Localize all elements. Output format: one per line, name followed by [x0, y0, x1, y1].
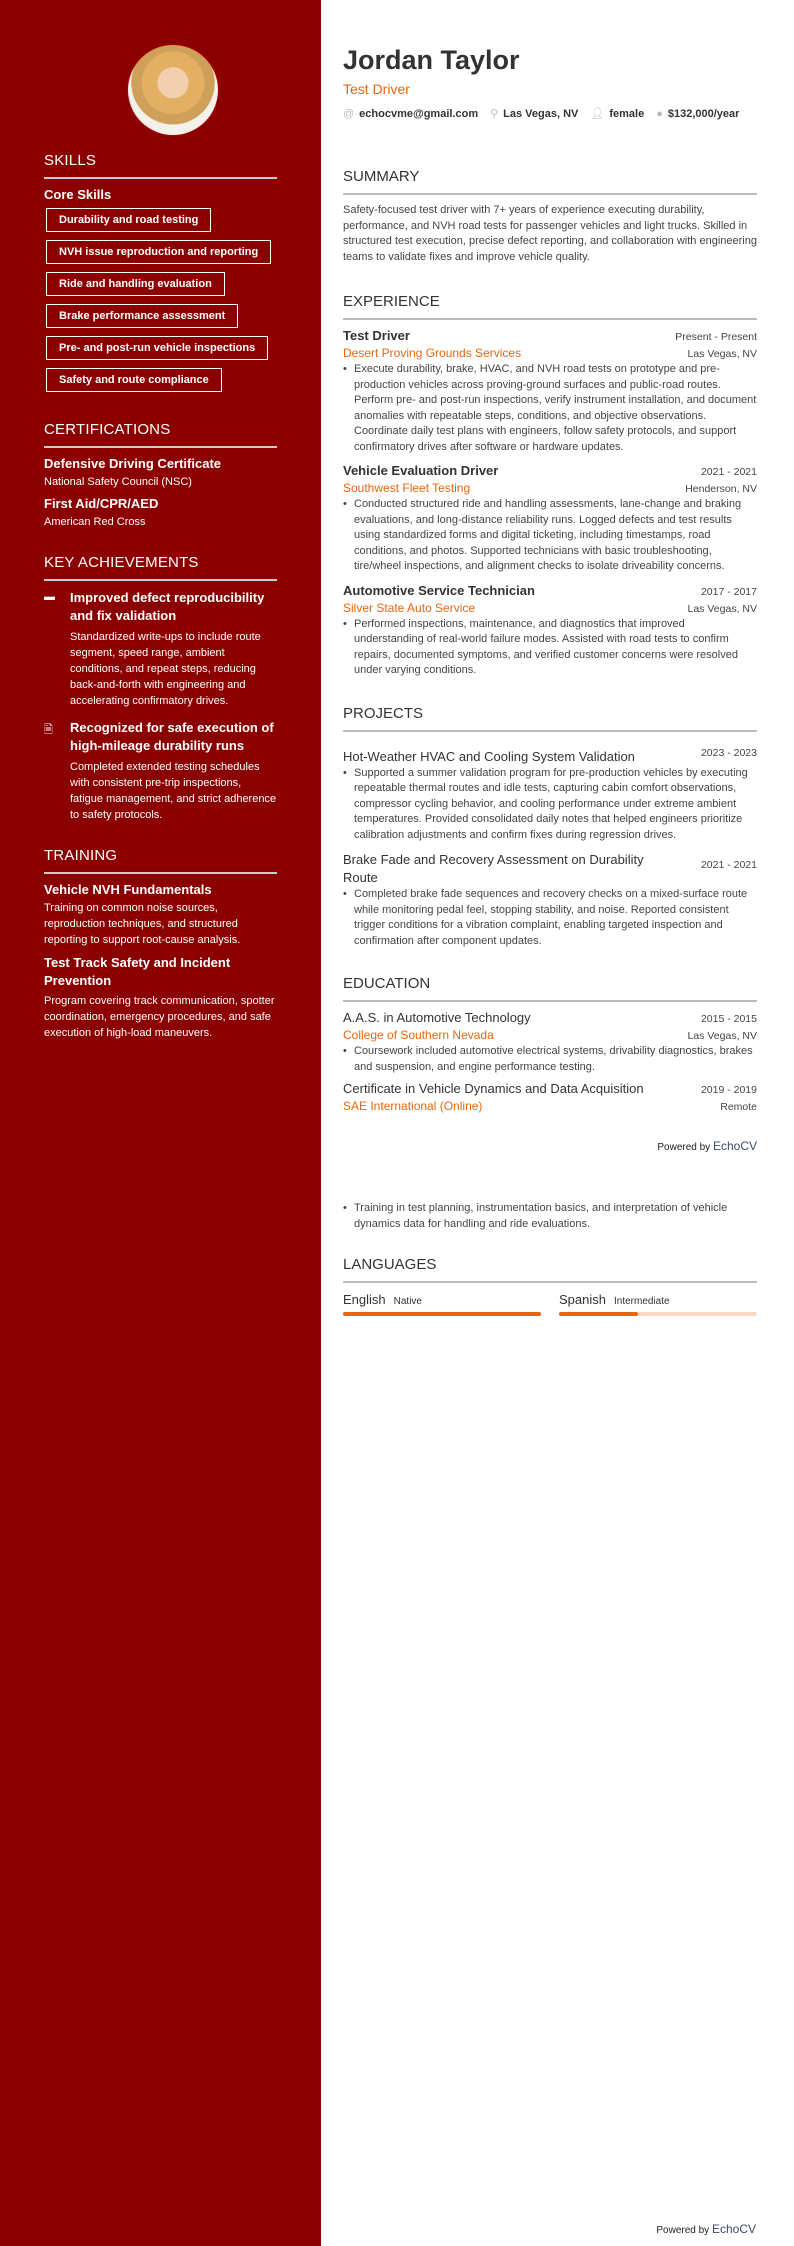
section-heading: TRAINING [44, 847, 277, 874]
certifications-section [44, 421, 277, 530]
position: Test Driver [343, 328, 410, 343]
dates: 2021 - 2021 [700, 466, 757, 478]
cert-name: First Aid/CPR/AED [44, 496, 159, 511]
bullet: • Supported a summer validation program for pre-production vehicles by executing repeatable thermal routes and idle tests, capturing cabin comfort observations, compressor cycling behavior, and cooling performance under extreme ambient temperatures. Provided consolidated daily notes that helped engineers prioritize calibration adjustments and confirm fixes during regression drives. [343, 766, 757, 844]
achievement [44, 719, 277, 823]
location: Las Vegas, NV [687, 602, 757, 615]
cert-issuer: American Red Cross [44, 516, 146, 528]
bullet: • Coursework included automotive electrical systems, drivability diagnostics, brakes and suspension, and engine performance testing. [343, 1044, 757, 1075]
training-name: Vehicle NVH Fundamentals [44, 882, 212, 897]
main-content [343, 0, 757, 1316]
achievement-desc: Standardized write-ups to include route segment, speed range, ambient conditions, and repeat steps, reducing back-and-forth with engineering and accelerating confirmatory drives. [70, 631, 261, 707]
powered-by-footer [656, 2222, 756, 2236]
section-heading: SKILLS [44, 152, 277, 179]
language-name: Spanish [559, 1292, 606, 1307]
project-title: Hot-Weather HVAC and Cooling System Validation [343, 748, 635, 764]
location: Remote [720, 1101, 757, 1113]
skill-tag: Safety and route compliance [46, 368, 222, 392]
location: Las Vegas, NV [687, 1030, 757, 1042]
bullet: • Conducted structured ride and handling assessments, lane-change and braking evaluations, and long-distance reliability runs. Logged defects and test results using standardized forms and digital ticketing, including timestamps, road conditions, and photos. Supported technicians with basic troubleshooting, tire/wheel inspections, and alignment checks to isolate driveability concerns. [343, 497, 757, 575]
bullet: • Completed brake fade sequences and recovery checks on a mixed-surface route while monitoring pedal feel, stopping stability, and noise. Reported consistent trigger conditions for a vibration complaint, enabling targeted inspection and confirmation after component updates. [343, 887, 757, 949]
battery-icon: ▬ [44, 591, 55, 603]
language-item [559, 1291, 757, 1316]
skill-tag: Durability and road testing [46, 208, 211, 232]
achievements-section [44, 554, 277, 823]
proficiency-fill [343, 1312, 541, 1316]
location-pin-icon: ⚲ [490, 108, 499, 120]
location: Henderson, NV [685, 483, 757, 495]
bullet: • Execute durability, brake, HVAC, and NVH road tests on prototype and pre-production vehicles across proving-ground surfaces and public-road routes. Perform pre- and post-run inspections, verify instrument installation, and document anomalies with repeatable steps, conditions, and objective observations. Coordinate daily test plans with engineers, follow safety protocols, and support confirmatory drives after software or hardware updates. [343, 362, 757, 455]
training-section [44, 847, 277, 1041]
project-item [343, 740, 757, 844]
project-item [343, 843, 757, 949]
proficiency-bar [559, 1312, 757, 1316]
language-item [343, 1291, 541, 1316]
job-title: Test Driver [343, 81, 410, 97]
dates: 2015 - 2015 [700, 1013, 757, 1025]
school: SAE International (Online) [343, 1099, 483, 1113]
position: Vehicle Evaluation Driver [343, 463, 499, 478]
cert-name: Defensive Driving Certificate [44, 456, 222, 471]
section-heading: PROJECTS [343, 705, 757, 732]
money-icon: ● [656, 107, 663, 120]
summary-text: Safety-focused test driver with 7+ years of experience executing durability, performance, and NVH road tests for passenger vehicles and light trucks. Skilled in structured test execution, precise defect reporting, and collaboration with engineering teams to validate fixes and improve vehicle quality. [343, 204, 757, 263]
location: Las Vegas, NV [687, 348, 757, 360]
school: College of Southern Nevada [343, 1028, 494, 1042]
dates: Present - Present [675, 331, 757, 343]
training-desc: Program covering track communication, spotter coordination, emergency procedures, and safe execution of high-load maneuvers. [44, 995, 275, 1039]
document-icon: 🗎 [44, 724, 53, 736]
gender: female [609, 108, 645, 120]
language-level: Intermediate [613, 1296, 670, 1307]
section-heading: EDUCATION [343, 975, 757, 1002]
proficiency-fill [559, 1312, 638, 1316]
cert-issuer: National Safety Council (NSC) [44, 476, 192, 488]
section-heading: LANGUAGES [343, 1256, 757, 1283]
language-name: English [343, 1292, 386, 1307]
achievement-desc: Completed extended testing schedules with consistent pre-trip inspections, fatigue management, and strict adherence to safety protocols. [70, 761, 277, 821]
location: Las Vegas, NV [503, 108, 579, 120]
section-heading: SUMMARY [343, 168, 757, 195]
skill-group: Core Skills [44, 187, 112, 202]
section-heading: KEY ACHIEVEMENTS [44, 554, 277, 581]
languages-list [343, 1291, 757, 1316]
achievement [44, 589, 277, 709]
education-item [343, 1081, 757, 1115]
skill-tag: NVH issue reproduction and reporting [46, 240, 271, 264]
training-name: Test Track Safety and Incident Prevention [44, 955, 231, 988]
project-title: Brake Fade and Recovery Assessment on Durability Route [343, 852, 644, 885]
skill-tag: Brake performance assessment [46, 304, 238, 328]
achievement-title: Improved defect reproducibility and fix validation [70, 590, 265, 623]
company: Desert Proving Grounds Services [343, 346, 522, 360]
brand-link[interactable]: EchoCV [712, 1139, 757, 1153]
achievement-title: Recognized for safe execution of high-mileage durability runs [70, 720, 274, 753]
language-level: Native [393, 1296, 422, 1307]
sidebar [0, 0, 321, 2246]
powered-by [343, 1139, 757, 1153]
position: Automotive Service Technician [343, 582, 535, 598]
avatar [127, 44, 219, 136]
proficiency-bar [343, 1312, 541, 1316]
bullet: • Performed inspections, maintenance, and diagnostics that improved understanding of real-world failure modes. Assisted with road tests to confirm repairs, documented symptoms, and verified customer concerns were resolved under varying conditions. [343, 617, 757, 679]
dates: 2021 - 2021 [700, 859, 757, 871]
degree: Certificate in Vehicle Dynamics and Data Acquisition [343, 1081, 644, 1096]
experience-item [343, 583, 757, 679]
powered-label: Powered by [657, 1142, 711, 1153]
email-icon: @ [343, 107, 355, 120]
experience-item [343, 328, 757, 455]
dates: 2023 - 2023 [700, 746, 757, 759]
brand-link[interactable]: EchoCV [711, 2222, 756, 2236]
contact-row [343, 107, 757, 120]
dates: 2019 - 2019 [700, 1084, 757, 1096]
bullet: • Training in test planning, instrumentation basics, and interpretation of vehicle dynamics data for handling and ride evaluations. [343, 1201, 757, 1232]
company: Southwest Fleet Testing [343, 481, 471, 495]
person-icon: 👤︎ [590, 108, 605, 120]
email[interactable]: echocvme@gmail.com [359, 107, 479, 120]
candidate-name: Jordan Taylor [343, 45, 520, 75]
dates: 2017 - 2017 [700, 585, 757, 598]
skills-section [44, 152, 277, 397]
section-heading: EXPERIENCE [343, 293, 757, 320]
degree: A.A.S. in Automotive Technology [343, 1010, 531, 1025]
powered-label: Powered by [656, 2225, 710, 2236]
education-item [343, 1010, 757, 1075]
section-heading: CERTIFICATIONS [44, 421, 277, 448]
skill-tag: Pre- and post-run vehicle inspections [46, 336, 268, 360]
training-desc: Training on common noise sources, reproduction techniques, and structured reporting to support root-cause analysis. [44, 902, 241, 946]
salary: $132,000/year [667, 107, 740, 120]
skill-tag: Ride and handling evaluation [46, 272, 225, 296]
experience-item [343, 463, 757, 575]
company: Silver State Auto Service [343, 600, 476, 615]
